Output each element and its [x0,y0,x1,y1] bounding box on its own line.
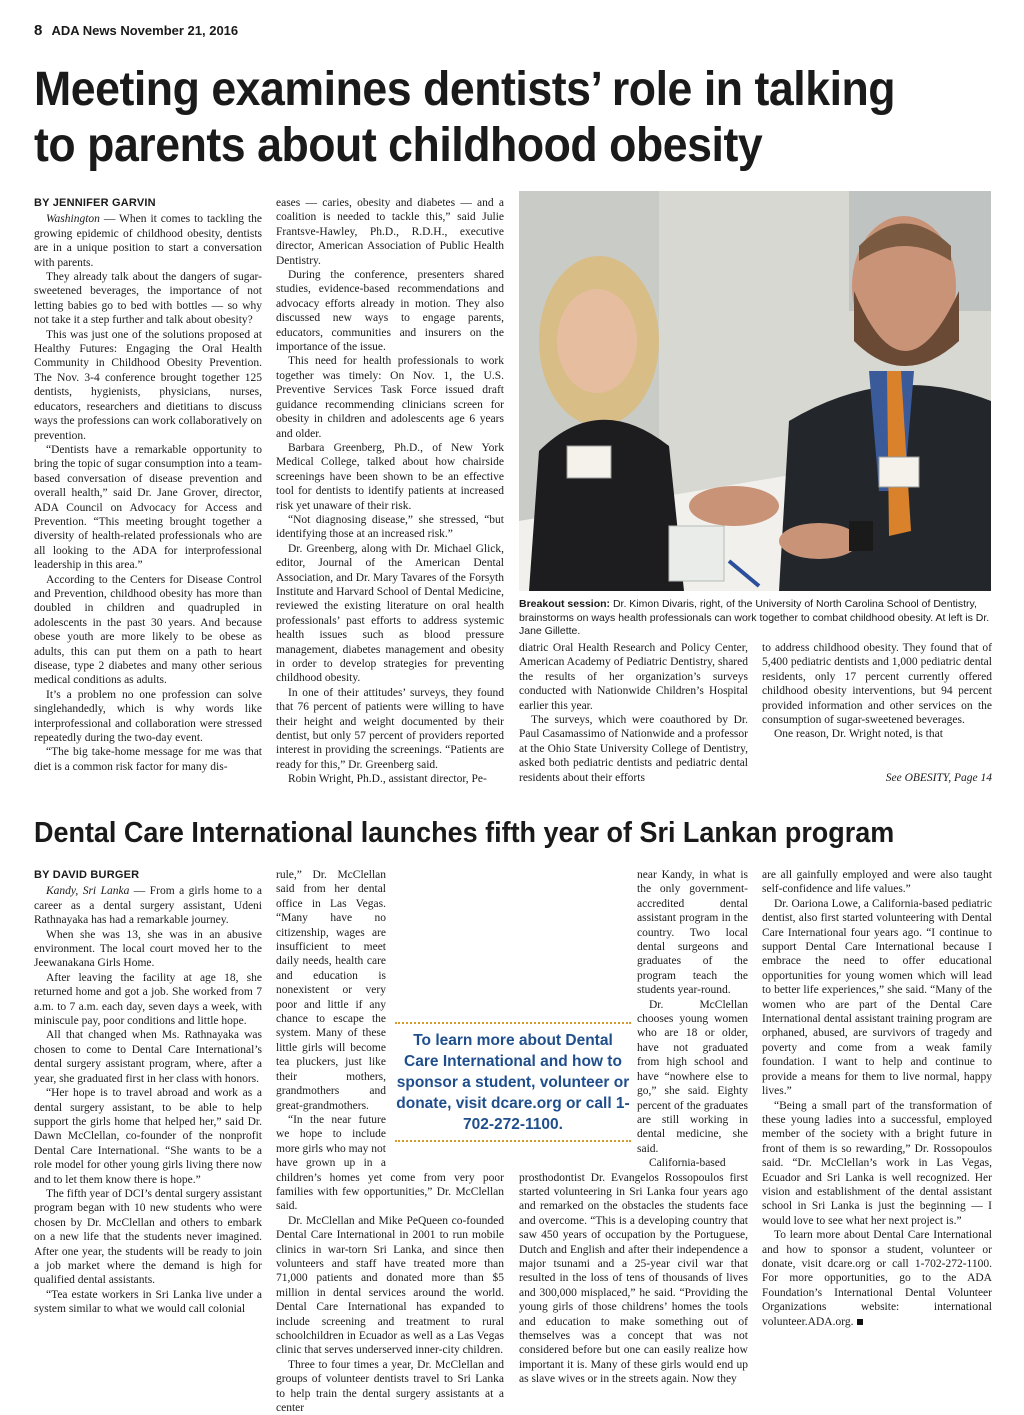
article1-column-3 [519,641,748,786]
dateline: Kandy, Sri Lanka [46,885,130,898]
end-mark [857,1319,863,1325]
paragraph: Kandy, Sri Lanka — From a girls home to a career as a dental surgery assistant, Udeni Rathnayaka has had a remarkable journey. [34,885,263,927]
paragraph: This need for health professionals to work together was timely: On Nov. 1, the U.S. Preventive Services Task Force issued draft guidance recommending clinicians screen for obesity in children and adolescents age 6 years and older. [276,355,504,440]
paragraph: Dr. McClellan chooses young women who are 18 or older, have not graduated from high school and have “nowhere else to go,” she said. Eighty percent of the graduates are still working in dental medicine, she said. [637,998,748,1155]
paragraph: Robin Wright, Ph.D., assistant director, Pe- [288,773,487,786]
paragraph: One reason, Dr. Wright noted, is that [774,728,943,741]
paragraph: “Tea estate workers in Sri Lanka live under a system similar to what we would call colonial [34,1288,262,1316]
paragraph: Dr. Oariona Lowe, a California-based pediatric dentist, also first started volunteering with Dental Care International four years ago. “I continue to support Dental Care International because I embrace the need to offer educational opportunities for young women which will lead to better life experiences,” she said. “Many of the women who are part of the Dental Care International dental assistant training program are orphaned, abused, are survivors of tragedy and poverty and come from a weak family foundation. I want to help and continue to provide a means for them to live normal, happy lives.” [762,897,992,1098]
paragraph: It’s a problem no one profession can solve singlehandedly, which is why words like interprofessional and collaboration were stressed repeatedly during the two-day event. [34,688,262,745]
paragraph: “Not diagnosing disease,” she stressed, “but identifying those at an increased risk.” [276,513,504,541]
paragraph: Dr. McClellan and Mike PeQueen co-founded Dental Care International in 2001 to run mobile clinics in war-torn Sri Lanka, and since then volunteers and staff have treated more than 71,000 patients and donated more than $5 million in dental services around the world. Dental Care International has expanded to include screening and treatment to rural schoolchildren in Ecuador as well as a Las Vegas clinic that serves underserved inner-city children. [276,1214,504,1357]
paragraph: All that changed when Ms. Rathnayaka was chosen to come to Dental Care International’s dental surgery assistant program, where, after a year, she graduated first in her class with honors. [34,1029,262,1085]
running-header [34,22,238,39]
paragraph: The fifth year of DCI’s dental surgery assistant program began with 10 new students who were chosen by Dr. McClellan and others to embark on a new life that the students never imagined. After one year, the students will be ready to join a job market where the demand is high for qualified dental assistants. [34,1187,262,1287]
paragraph: near Kandy, in what is the only government-accredited dental assistant program in the country. Two local dental surgeons and graduates of the program teach the students year-round. [637,869,748,997]
article1-headline: Meeting examines dentists’ role in talking to parents about childhood obesity [34,63,896,172]
dateline: Washington [46,213,100,226]
paragraph: are all gainfully employed and were also taught self-confidence and life values.” [762,869,992,896]
paragraph: “Being a small part of the transformation of these young ladies into a successful, employed member of the society with a bright future in front of them is so rewarding,” Dr. Rossopoulos said. “Dr. McClellan’s work in Las Vegas, Ecuador and Sri Lanka is well recognized. Her vision and establishment of the dental assistant school in Sri Lanka is just the beginning — I would love to see what her next project is.” [762,1099,992,1227]
paragraph: After leaving the facility at age 18, she returned home and got a job. She worked from 7 a.m. to 7 a.m. each day, seven days a week, with miniscule pay, poor conditions and little hope. [34,971,262,1028]
photo-caption [519,598,993,639]
paragraph: During the conference, presenters shared studies, evidence-based recommendations and advocacy efforts already in motion. They also discussed new ways to engage parents, educators, communities and insurers on the importance of the issue. [276,269,504,354]
paragraph: California-based prosthodontist Dr. Evangelos Rossopoulos first started volunteering in Sri Lanka four years ago and remarked on the obstacles the students face and overcome. “This is a developing country that saw 450 years of occupation by the Portuguese, Dutch and English and after their independence a major tsunami and a 25-year civil war that resulted in the loss of tens of thousands of lives and 300,000 misplaced,” he said. “Providing the young girls of those childrens’ homes the tools and education to make something out of themselves was a concept that was not considered before but one can easily realize how important it is. Many of these girls would end up as slave wives or in the streets again. Now they [519,1157,748,1386]
paragraph: “Her hope is to travel abroad and work as a dental surgery assistant, to be able to help support the girls home that helped her,” said Dr. Dawn McClellan, co-founder of the nonprofit Dental Care International. “She wants to be a role model for other young girls living there now and to let them know there is hope.” [34,1087,262,1186]
paragraph: “Dentists have a remarkable opportunity to bring the topic of sugar consumption into a team-based conversation of disease prevention and overall health,” said Dr. Jane Grover, director, ADA Council on Advocacy for Access and Prevention. “This meeting brought together a diversity of health-related professionals who are all looking to the ADA for interprofessional leadership in this area.” [34,443,262,572]
paragraph: To learn more about Dental Care International and how to sponsor a student, volunteer or donate, visit dcare.org or call 1-702-272-1100. For more opportunities, go to the ADA Foundation’s International Dental Volunteer Organizations website: international volunteer.ADA.org. [762,1229,992,1328]
jump-line: See OBESITY, Page 14 [885,772,992,784]
paragraph: diatric Oral Health Research and Policy Center, American Academy of Pediatric Dentistry, shared the results of her organization’s surveys conducted with Nationwide Children’s Hospital earlier this year. [519,642,748,712]
article2-column-1 [34,868,262,1318]
publication-date: ADA News November 21, 2016 [51,23,239,38]
page-number: 8 [34,22,43,39]
article1-column-4 [762,641,992,766]
paragraph: The surveys, which were coauthored by Dr. Paul Casamassimo of Nationwide and a professor at the Ohio State University College of Dentistry, asked both pediatric dentists and pediatric dental residents about their efforts [519,714,748,784]
article2-byline: BY DAVID BURGER [34,869,140,881]
paragraph: Washington — When it comes to tackling the growing epidemic of childhood obesity, dentists are in a unique position to start a conversation with parents. [34,213,262,269]
caption-text: Dr. Kimon Divaris, right, of the University of North Carolina School of Dentistry, brainstorms on ways health professionals can work together to combat childhood obesity. At left is Dr. Jane Gillette. [519,598,990,637]
article1-column-2 [276,196,504,786]
breakout-session-photo [519,191,991,591]
article2-column-4 [762,868,992,1328]
paragraph: When she was 13, she was in an abusive environment. The local court moved her to the Jeewanakana Girls Home. [34,928,262,970]
caption-label: Breakout session: [519,598,611,610]
article1-byline: BY JENNIFER GARVIN [34,197,156,209]
paragraph: to address childhood obesity. They found that of 5,400 pediatric dentists and 1,000 pediatric dental residents, only 17 percent currently offered childhood obesity interventions, but 94 percent provided information and other services on the consumption of sugar-sweetened beverages. [762,642,992,727]
paragraph: Barbara Greenberg, Ph.D., of New York Medical College, talked about how chairside screenings have been shown to be an effective tool for dentists to identify patients at increased risk yet unaware of their risk. [276,441,504,512]
paragraph: Dr. Greenberg, along with Dr. Michael Glick, editor, Journal of the American Dental Association, and Dr. Mary Tavares of the Forsyth Institute and Harvard School of Dental Medicine, reviewed the existing literature on oral health professionals’ past efforts to address systemic health issues such as blood pressure management, diabetes management and obesity in order to develop strategies for preventing childhood obesity. [276,542,504,685]
paragraph: rule,” Dr. McClellan said from her dental office in Las Vegas. “Many have no citizenship, wages are insufficient to meet daily needs, health care and education is nonexistent or very poor and little if any chance to escape the system. Many of these little girls will become tea pluckers, just like their mothers, grandmothers and great-grandmothers. [276,869,386,1112]
paragraph: “The big take-home message for me was that diet is a common risk factor for many dis- [34,746,262,773]
paragraph: In one of their attitudes’ surveys, they found that 76 percent of patients were willing to have their height and weight documented by their dentist, but only 57 percent of providers reported interest in providing the screenings. “Patients are ready for this,” Dr. Greenberg said. [276,686,504,771]
paragraph: eases — caries, obesity and diabetes — and a coalition is needed to tackle this,” said Julie Frantsve-Hawley, Ph.D., R.D.H., executive director, American Association of Public Health Dentistry. [276,197,504,267]
paragraph: They already talk about the dangers of sugar-sweetened beverages, the importance of not letting babies go to bed with bottles — so why not take it a step further and talk about obesity? [34,271,262,327]
paragraph: “In the near future we hope to include more girls who may not have grown up in a children’s homes yet come from very poor families with few opportunities,” Dr. McClellan said. [276,1113,504,1213]
article1-column-1 [34,196,262,786]
paragraph: This was just one of the solutions proposed at Healthy Futures: Engaging the Oral Health Community in Childhood Obesity Prevention. The Nov. 3-4 conference brought together 125 dentists, hygienists, physicians, nurses, educators, researchers and dietitians to discuss ways the professions can work collaboratively on prevention. [34,328,262,442]
paragraph: Three to four times a year, Dr. McClellan and groups of volunteer dentists travel to Sri Lanka to help train the dental surgery assistants at a center [276,1358,504,1415]
paragraph: According to the Centers for Disease Control and Prevention, childhood obesity has more than doubled in children and quadrupled in adolescents in the past 30 years. And because obese youth are more likely to be obese as adults, this can put them on a path to heart disease, type 2 diabetes and many other serious medical conditions as adults. [34,573,262,687]
promo-box: To learn more about Dental Care International and how to sponsor a student, volunteer or donate, visit dcare.org or call 1-702-272-1100. [395,1022,631,1142]
article2-headline: Dental Care International launches fifth year of Sri Lankan program [34,817,895,849]
photo-illustration [519,191,991,591]
